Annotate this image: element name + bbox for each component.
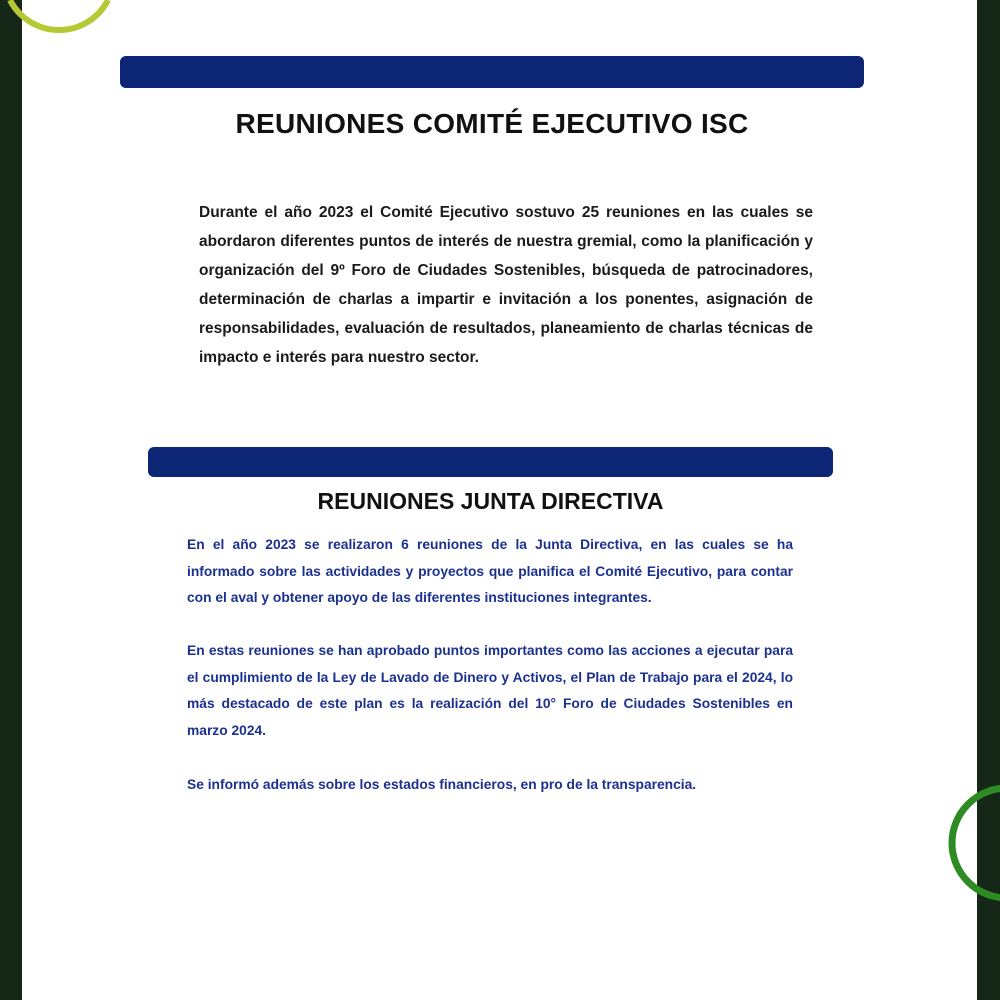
junta-directiva-heading: REUNIONES JUNTA DIRECTIVA <box>317 488 664 514</box>
left-dark-border <box>0 0 22 1000</box>
section-header-bar-comite <box>120 56 864 88</box>
right-dark-border <box>977 0 1000 1000</box>
comite-ejecutivo-paragraph: Durante el año 2023 el Comité Ejecutivo sostuvo 25 reuniones en las cuales se abordaron diferentes puntos de interés de nuestra gremial, como la planificación y organización del 9º Foro de Ciudades Sostenibles, búsqueda de patrocinadores, determinación de charlas a impartir e invitación a los ponentes, asignación de responsabilidades, evaluación de resultados, planeamiento de charlas técnicas de impacto e interés para nuestro sector. <box>199 204 813 366</box>
junta-directiva-paragraph-2: En estas reuniones se han aprobado puntos importantes como las acciones a ejecutar para el cumplimiento de la Ley de Lavado de Dinero y Activos, el Plan de Trabajo para el 2024, lo más destacado de este plan es la realización del 10° Foro de Ciudades Sostenibles en marzo 2024. <box>187 643 793 738</box>
lime-ring-arc <box>10 0 108 30</box>
section-header-bar-junta <box>148 447 833 477</box>
junta-directiva-paragraph-3: Se informó además sobre los estados financieros, en pro de la transparencia. <box>187 777 697 792</box>
comite-ejecutivo-heading: REUNIONES COMITÉ EJECUTIVO ISC <box>235 108 749 139</box>
junta-directiva-paragraph-1: En el año 2023 se realizaron 6 reuniones de la Junta Directiva, en las cuales se ha informado sobre las actividades y proyectos que planifica el Comité Ejecutivo, para contar con el aval y obtener apoyo de las diferentes instituciones integrantes. <box>187 537 793 606</box>
